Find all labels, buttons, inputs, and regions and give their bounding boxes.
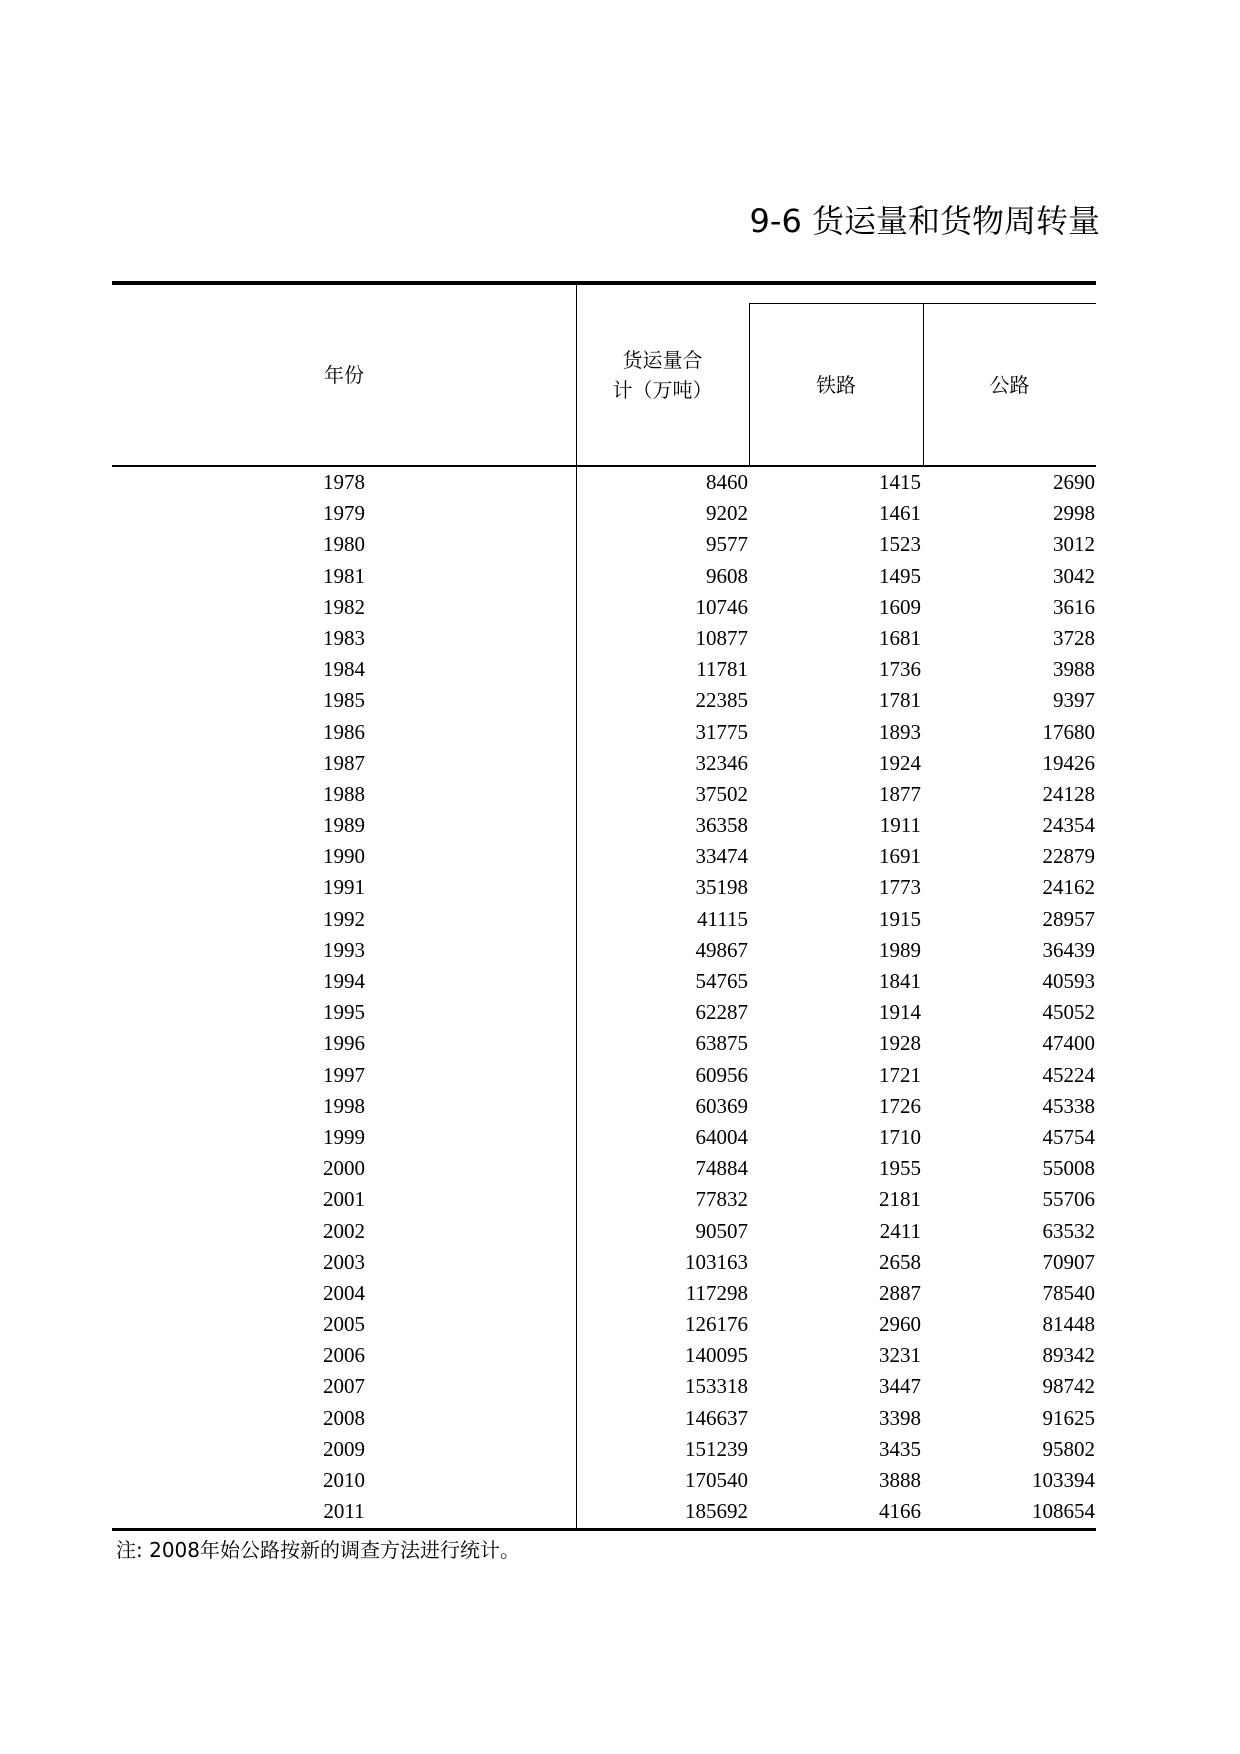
total-cell: 153318	[685, 1374, 748, 1399]
table-row	[112, 1434, 1096, 1465]
road-cell: 3988	[1053, 657, 1095, 682]
rail-cell: 1495	[879, 563, 921, 588]
road-cell: 2998	[1053, 501, 1095, 526]
road-cell: 103394	[1032, 1468, 1095, 1492]
year-cell: 1988	[323, 781, 365, 806]
table-row	[112, 1309, 1096, 1340]
table-row	[112, 1153, 1096, 1184]
year-cell: 1994	[323, 969, 365, 993]
year-cell: 2008	[323, 1405, 365, 1430]
year-cell: 2001	[323, 1187, 365, 1212]
total-cell: 10746	[695, 594, 748, 619]
year-cell: 1997	[323, 1062, 365, 1087]
table-row	[112, 529, 1096, 560]
year-cell: 1993	[323, 937, 365, 962]
table-row	[112, 1091, 1096, 1122]
table-top-rule	[112, 281, 1096, 285]
year-cell: 1978	[323, 470, 365, 494]
rail-cell: 1841	[879, 969, 921, 993]
road-cell: 55008	[1042, 1156, 1095, 1181]
year-cell: 2010	[323, 1468, 365, 1492]
year-cell: 1999	[323, 1124, 365, 1149]
total-cell: 32346	[695, 750, 748, 775]
header-total-line2: 计（万吨）	[612, 378, 713, 402]
total-cell: 117298	[685, 1280, 748, 1305]
total-cell: 9577	[706, 532, 748, 557]
year-cell: 1998	[323, 1093, 365, 1118]
header-rail: 铁路	[816, 373, 856, 397]
total-cell: 22385	[695, 688, 748, 713]
total-cell: 77832	[695, 1187, 748, 1212]
table-row	[112, 841, 1096, 872]
road-cell: 28957	[1042, 906, 1095, 931]
year-cell: 1979	[323, 501, 365, 526]
rail-cell: 1955	[879, 1156, 921, 1181]
table-row	[112, 623, 1096, 654]
table-bottom-rule	[112, 1528, 1096, 1531]
rail-cell: 1928	[879, 1031, 921, 1056]
road-cell: 22879	[1042, 844, 1095, 869]
road-cell: 2690	[1053, 470, 1095, 494]
year-cell: 1991	[323, 875, 365, 900]
road-cell: 95802	[1042, 1436, 1095, 1461]
table-row	[112, 685, 1096, 716]
total-cell: 9202	[706, 501, 748, 526]
road-cell: 55706	[1042, 1187, 1095, 1212]
rail-cell: 2181	[879, 1187, 921, 1212]
road-cell: 36439	[1042, 937, 1095, 962]
year-cell: 1992	[323, 906, 365, 931]
total-cell: 60956	[695, 1062, 748, 1087]
rail-cell: 2887	[879, 1280, 921, 1305]
total-cell: 146637	[685, 1405, 748, 1430]
year-cell: 1984	[323, 657, 365, 682]
rail-cell: 3888	[879, 1468, 921, 1492]
rail-cell: 1877	[879, 781, 921, 806]
table-row	[112, 1371, 1096, 1402]
road-cell: 91625	[1042, 1405, 1095, 1430]
rail-cell: 1691	[879, 844, 921, 869]
rail-cell: 1681	[879, 625, 921, 650]
road-cell: 63532	[1042, 1218, 1095, 1243]
road-cell: 24162	[1042, 875, 1095, 900]
total-cell: 64004	[695, 1124, 748, 1149]
subheader-rule	[749, 303, 1096, 304]
table-row	[112, 717, 1096, 748]
total-cell: 11781	[696, 657, 748, 682]
road-cell: 45224	[1042, 1062, 1095, 1087]
total-cell: 8460	[706, 470, 748, 494]
year-cell: 1989	[323, 813, 365, 838]
road-cell: 17680	[1042, 719, 1095, 744]
table-row	[112, 654, 1096, 685]
table-row	[112, 1340, 1096, 1371]
rail-cell: 1911	[879, 813, 921, 838]
table-body	[112, 467, 1096, 1527]
year-cell: 2000	[323, 1156, 365, 1181]
rail-cell: 1736	[879, 657, 921, 682]
table-row	[112, 1278, 1096, 1309]
road-cell: 24354	[1042, 813, 1095, 838]
road-cell: 81448	[1042, 1312, 1095, 1337]
table-row	[112, 997, 1096, 1028]
year-cell: 1982	[323, 594, 365, 619]
year-cell: 2004	[323, 1280, 365, 1305]
table-row	[112, 810, 1096, 841]
table-row	[112, 779, 1096, 810]
road-cell: 89342	[1042, 1343, 1095, 1368]
year-cell: 1985	[323, 688, 365, 713]
year-cell: 2003	[323, 1249, 365, 1274]
header-total	[576, 345, 749, 405]
table-row	[112, 1496, 1096, 1527]
table-row	[112, 1403, 1096, 1434]
rail-cell: 1461	[879, 501, 921, 526]
rail-cell: 2960	[879, 1312, 921, 1337]
total-cell: 37502	[695, 781, 748, 806]
total-cell: 185692	[685, 1499, 748, 1524]
road-cell: 47400	[1042, 1031, 1095, 1056]
table-row	[112, 1122, 1096, 1153]
year-cell: 2007	[323, 1374, 365, 1399]
page-title: 9-6 货运量和货物周转量	[749, 202, 1100, 240]
year-cell: 2006	[323, 1343, 365, 1368]
road-cell: 40593	[1042, 969, 1095, 993]
rail-cell: 1609	[879, 594, 921, 619]
road-cell: 108654	[1032, 1499, 1095, 1524]
road-cell: 3728	[1053, 625, 1095, 650]
rail-cell: 1781	[879, 688, 921, 713]
year-cell: 1986	[323, 719, 365, 744]
total-cell: 35198	[695, 875, 748, 900]
year-cell: 1980	[323, 532, 365, 557]
table-row	[112, 467, 1096, 498]
road-cell: 24128	[1042, 781, 1095, 806]
total-cell: 62287	[695, 1000, 748, 1025]
total-cell: 9608	[706, 563, 748, 588]
year-cell: 1990	[323, 844, 365, 869]
rail-cell: 1914	[879, 1000, 921, 1025]
rail-cell: 1915	[879, 906, 921, 931]
total-cell: 36358	[695, 813, 748, 838]
year-cell: 2005	[323, 1312, 365, 1337]
year-cell: 2009	[323, 1436, 365, 1461]
road-cell: 9397	[1053, 688, 1095, 713]
table-row	[112, 904, 1096, 935]
road-cell: 19426	[1042, 750, 1095, 775]
rail-cell: 3231	[879, 1343, 921, 1368]
table-row	[112, 1060, 1096, 1091]
road-cell: 3042	[1053, 563, 1095, 588]
year-cell: 2002	[323, 1218, 365, 1243]
table-row	[112, 935, 1096, 966]
total-cell: 41115	[697, 906, 748, 931]
table-row	[112, 1465, 1096, 1496]
rail-cell: 3398	[879, 1405, 921, 1430]
table-row	[112, 966, 1096, 997]
road-cell: 98742	[1042, 1374, 1095, 1399]
table-row	[112, 748, 1096, 779]
rail-cell: 1989	[879, 937, 921, 962]
header-total-line1: 货运量合	[622, 348, 703, 372]
year-cell: 1981	[323, 563, 365, 588]
rail-cell: 1523	[879, 532, 921, 557]
total-cell: 63875	[695, 1031, 748, 1056]
total-cell: 49867	[695, 937, 748, 962]
rail-cell: 1710	[879, 1124, 921, 1149]
rail-cell: 1773	[879, 875, 921, 900]
total-cell: 33474	[695, 844, 748, 869]
rail-cell: 1415	[879, 470, 921, 494]
road-cell: 45754	[1042, 1124, 1095, 1149]
table-row	[112, 1216, 1096, 1247]
table-row	[112, 592, 1096, 623]
rail-cell: 3447	[879, 1374, 921, 1399]
year-cell: 1996	[323, 1031, 365, 1056]
total-cell: 140095	[685, 1343, 748, 1368]
total-cell: 31775	[695, 719, 748, 744]
total-cell: 54765	[695, 969, 748, 993]
rail-cell: 1726	[879, 1093, 921, 1118]
table-row	[112, 1247, 1096, 1278]
total-cell: 126176	[685, 1312, 748, 1337]
rail-cell: 2658	[879, 1249, 921, 1274]
footnote: 注: 2008年始公路按新的调查方法进行统计。	[116, 1538, 520, 1562]
rail-cell: 1924	[879, 750, 921, 775]
road-cell: 45052	[1042, 1000, 1095, 1025]
road-cell: 3012	[1053, 532, 1095, 557]
road-cell: 78540	[1042, 1280, 1095, 1305]
rail-cell: 1721	[879, 1062, 921, 1087]
table-row	[112, 1028, 1096, 1059]
total-cell: 151239	[685, 1436, 748, 1461]
total-cell: 103163	[685, 1249, 748, 1274]
total-cell: 90507	[695, 1218, 748, 1243]
year-cell: 1983	[323, 625, 365, 650]
total-cell: 10877	[695, 625, 748, 650]
year-cell: 2011	[323, 1499, 365, 1524]
total-cell: 60369	[695, 1093, 748, 1118]
road-cell: 3616	[1053, 594, 1095, 619]
header-road: 公路	[989, 373, 1030, 397]
road-cell: 70907	[1042, 1249, 1095, 1274]
rail-cell: 3435	[879, 1436, 921, 1461]
rail-cell: 4166	[879, 1499, 921, 1524]
table-row	[112, 872, 1096, 903]
rail-cell: 1893	[879, 719, 921, 744]
year-cell: 1987	[323, 750, 365, 775]
table-row	[112, 498, 1096, 529]
table-row	[112, 1184, 1096, 1215]
total-cell: 74884	[695, 1156, 748, 1181]
total-cell: 170540	[685, 1468, 748, 1492]
rail-cell: 2411	[879, 1218, 921, 1243]
year-cell: 1995	[323, 1000, 365, 1025]
table-row	[112, 561, 1096, 592]
road-cell: 45338	[1042, 1093, 1095, 1118]
header-year: 年份	[324, 363, 364, 387]
